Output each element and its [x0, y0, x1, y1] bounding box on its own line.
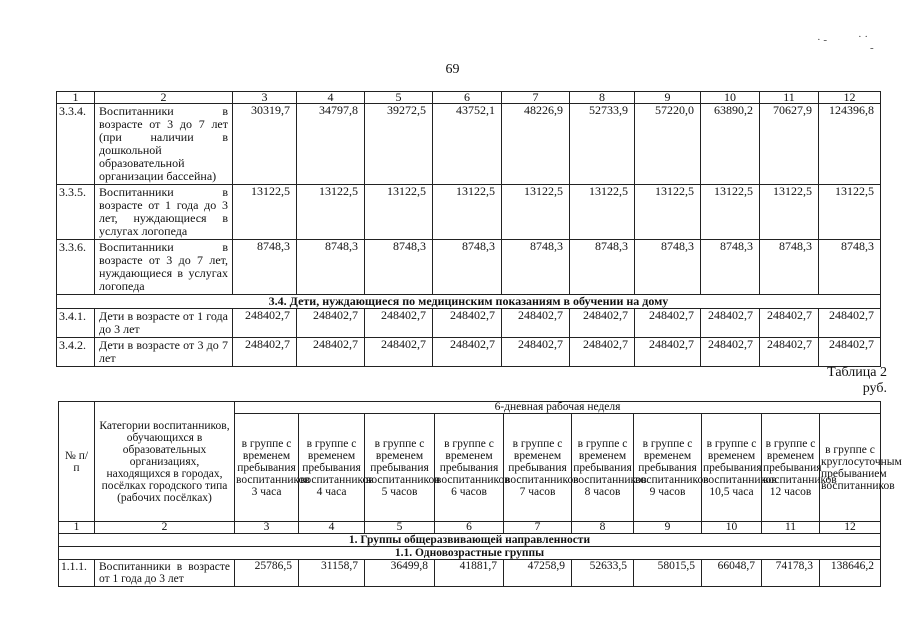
scan-mark: · -: [817, 34, 828, 46]
table-row: [57, 240, 881, 295]
value-cell: 74178,3: [762, 560, 820, 587]
header-cell: 8: [570, 92, 635, 104]
value-cell: 248402,7: [635, 309, 701, 338]
value-cell: 47258,9: [504, 560, 572, 587]
value-cell: 13122,5: [365, 185, 433, 240]
value-cell: 13122,5: [297, 185, 365, 240]
index-cell: 4: [299, 522, 365, 534]
row-code: 1.1.1.: [59, 560, 95, 587]
index-cell: 8: [572, 522, 634, 534]
value-cell: 248402,7: [233, 338, 297, 367]
header-cell: 10: [701, 92, 760, 104]
value-cell: 248402,7: [701, 309, 760, 338]
value-cell: 48226,9: [502, 104, 570, 185]
value-cell: 63890,2: [701, 104, 760, 185]
section-row: [59, 534, 881, 547]
value-cell: 8748,3: [570, 240, 635, 295]
section-row: [57, 295, 881, 309]
header-cell: 11: [760, 92, 819, 104]
header-cell: 12: [819, 92, 881, 104]
subsection-heading: 1.1. Одновозрастные группы: [59, 547, 881, 560]
value-cell: 13122,5: [433, 185, 502, 240]
index-cell: 12: [820, 522, 881, 534]
value-cell: 248402,7: [760, 309, 819, 338]
value-cell: 13122,5: [760, 185, 819, 240]
value-cell: 248402,7: [635, 338, 701, 367]
value-cell: 13122,5: [635, 185, 701, 240]
group-header-cell: в группе с временем пребывания воспитанников 8 часов: [572, 414, 634, 522]
value-cell: 43752,1: [433, 104, 502, 185]
table-row: [57, 185, 881, 240]
value-cell: 8748,3: [502, 240, 570, 295]
scan-mark: -: [870, 42, 874, 54]
header-cell: 4: [297, 92, 365, 104]
row-category: Воспитанники в возрасте от 3 до 7 лет, нуждающиеся в услугах логопеда: [95, 240, 233, 295]
value-cell: 248402,7: [819, 309, 881, 338]
value-cell: 248402,7: [433, 309, 502, 338]
value-cell: 30319,7: [233, 104, 297, 185]
header-cell: 3: [233, 92, 297, 104]
column-index-row: [57, 92, 881, 104]
value-cell: 248402,7: [297, 338, 365, 367]
group-header-cell: в группе с временем пребывания воспитанников 10,5 часа: [702, 414, 762, 522]
tariff-table-2: [58, 401, 902, 587]
row-category: Воспитанники в возрасте от 1 года до 3 лет, нуждающиеся в услугах логопеда: [95, 185, 233, 240]
value-cell: 25786,5: [235, 560, 299, 587]
group-header-cell: в группе с круглосуточным пребыванием воспитанников: [820, 414, 881, 522]
table-row: [59, 560, 881, 587]
value-cell: 248402,7: [502, 309, 570, 338]
row-category: Воспитанники в возрасте от 1 года до 3 лет: [95, 560, 235, 587]
value-cell: 13122,5: [570, 185, 635, 240]
value-cell: 70627,9: [760, 104, 819, 185]
table-caption: Таблица 2: [827, 365, 887, 380]
group-header-cell: в группе с временем пребывания воспитанников 6 часов: [435, 414, 504, 522]
value-cell: 57220,0: [635, 104, 701, 185]
column-number-header: № п/п: [59, 402, 95, 522]
section-heading: 1. Группы общеразвивающей направленности: [59, 534, 881, 547]
index-cell: 6: [435, 522, 504, 534]
group-header-cell: в группе с временем пребывания воспитанников 9 часов: [634, 414, 702, 522]
value-cell: 248402,7: [570, 309, 635, 338]
value-cell: 248402,7: [502, 338, 570, 367]
value-cell: 248402,7: [365, 309, 433, 338]
value-cell: 248402,7: [233, 309, 297, 338]
value-cell: 13122,5: [233, 185, 297, 240]
value-cell: 34797,8: [297, 104, 365, 185]
index-cell: 10: [702, 522, 762, 534]
value-cell: 52733,9: [570, 104, 635, 185]
row-code: 3.4.2.: [57, 338, 95, 367]
value-cell: 66048,7: [702, 560, 762, 587]
group-header-cell: в группе с временем пребывания воспитанников 4 часа: [299, 414, 365, 522]
header-cell: 1: [57, 92, 95, 104]
table-row: [57, 104, 881, 185]
value-cell: 8748,3: [233, 240, 297, 295]
index-cell: 2: [95, 522, 235, 534]
row-code: 3.3.6.: [57, 240, 95, 295]
value-cell: 31158,7: [299, 560, 365, 587]
value-cell: 248402,7: [819, 338, 881, 367]
index-cell: 3: [235, 522, 299, 534]
value-cell: 8748,3: [701, 240, 760, 295]
group-header-cell: в группе с временем пребывания воспитанников 5 часов: [365, 414, 435, 522]
row-category: Дети в возрасте от 3 до 7 лет: [95, 338, 233, 367]
table-row: [57, 338, 881, 367]
value-cell: 248402,7: [570, 338, 635, 367]
index-cell: 7: [504, 522, 572, 534]
index-cell: 9: [634, 522, 702, 534]
group-header-cell: в группе с временем пребывания воспитанников 3 часа: [235, 414, 299, 522]
group-header-cell: в группе с временем пребывания воспитанников 7 часов: [504, 414, 572, 522]
value-cell: 248402,7: [433, 338, 502, 367]
value-cell: 8748,3: [365, 240, 433, 295]
value-cell: 248402,7: [365, 338, 433, 367]
section-heading: 3.4. Дети, нуждающиеся по медицинским показаниям в обучении на дому: [57, 295, 881, 309]
value-cell: 39272,5: [365, 104, 433, 185]
value-cell: 248402,7: [701, 338, 760, 367]
row-category: Воспитанники в возрасте от 3 до 7 лет (при наличии в дошкольной образовательной организации бассейна): [95, 104, 233, 185]
week-header: 6-дневная рабочая неделя: [235, 402, 881, 414]
header-row: [59, 402, 881, 414]
page-number: 69: [445, 62, 460, 77]
value-cell: 8748,3: [819, 240, 881, 295]
value-cell: 13122,5: [701, 185, 760, 240]
scan-mark: · ·: [858, 31, 869, 43]
value-cell: 13122,5: [819, 185, 881, 240]
currency-unit: руб.: [862, 381, 887, 396]
value-cell: 13122,5: [502, 185, 570, 240]
row-code: 3.3.4.: [57, 104, 95, 185]
value-cell: 248402,7: [760, 338, 819, 367]
value-cell: 8748,3: [760, 240, 819, 295]
value-cell: 58015,5: [634, 560, 702, 587]
value-cell: 124396,8: [819, 104, 881, 185]
index-cell: 1: [59, 522, 95, 534]
column-category-header: Категории воспитанников, обучающихся в образовательных организациях, находящихся в городах, посёлках городского типа (рабочих посёлках): [95, 402, 235, 522]
section-row: [59, 547, 881, 560]
value-cell: 138646,2: [820, 560, 881, 587]
table-row: [57, 309, 881, 338]
value-cell: 52633,5: [572, 560, 634, 587]
header-cell: 2: [95, 92, 233, 104]
tariff-table-continued: [56, 91, 881, 367]
row-code: 3.4.1.: [57, 309, 95, 338]
value-cell: 36499,8: [365, 560, 435, 587]
header-cell: 6: [433, 92, 502, 104]
value-cell: 8748,3: [433, 240, 502, 295]
index-cell: 11: [762, 522, 820, 534]
group-header-cell: в группе с временем пребывания воспитанников 12 часов: [762, 414, 820, 522]
row-code: 3.3.5.: [57, 185, 95, 240]
row-category: Дети в возрасте от 1 года до 3 лет: [95, 309, 233, 338]
value-cell: 8748,3: [297, 240, 365, 295]
header-cell: 5: [365, 92, 433, 104]
value-cell: 248402,7: [297, 309, 365, 338]
value-cell: 41881,7: [435, 560, 504, 587]
header-cell: 9: [635, 92, 701, 104]
value-cell: 8748,3: [635, 240, 701, 295]
index-cell: 5: [365, 522, 435, 534]
column-index-row: [59, 522, 881, 534]
header-cell: 7: [502, 92, 570, 104]
